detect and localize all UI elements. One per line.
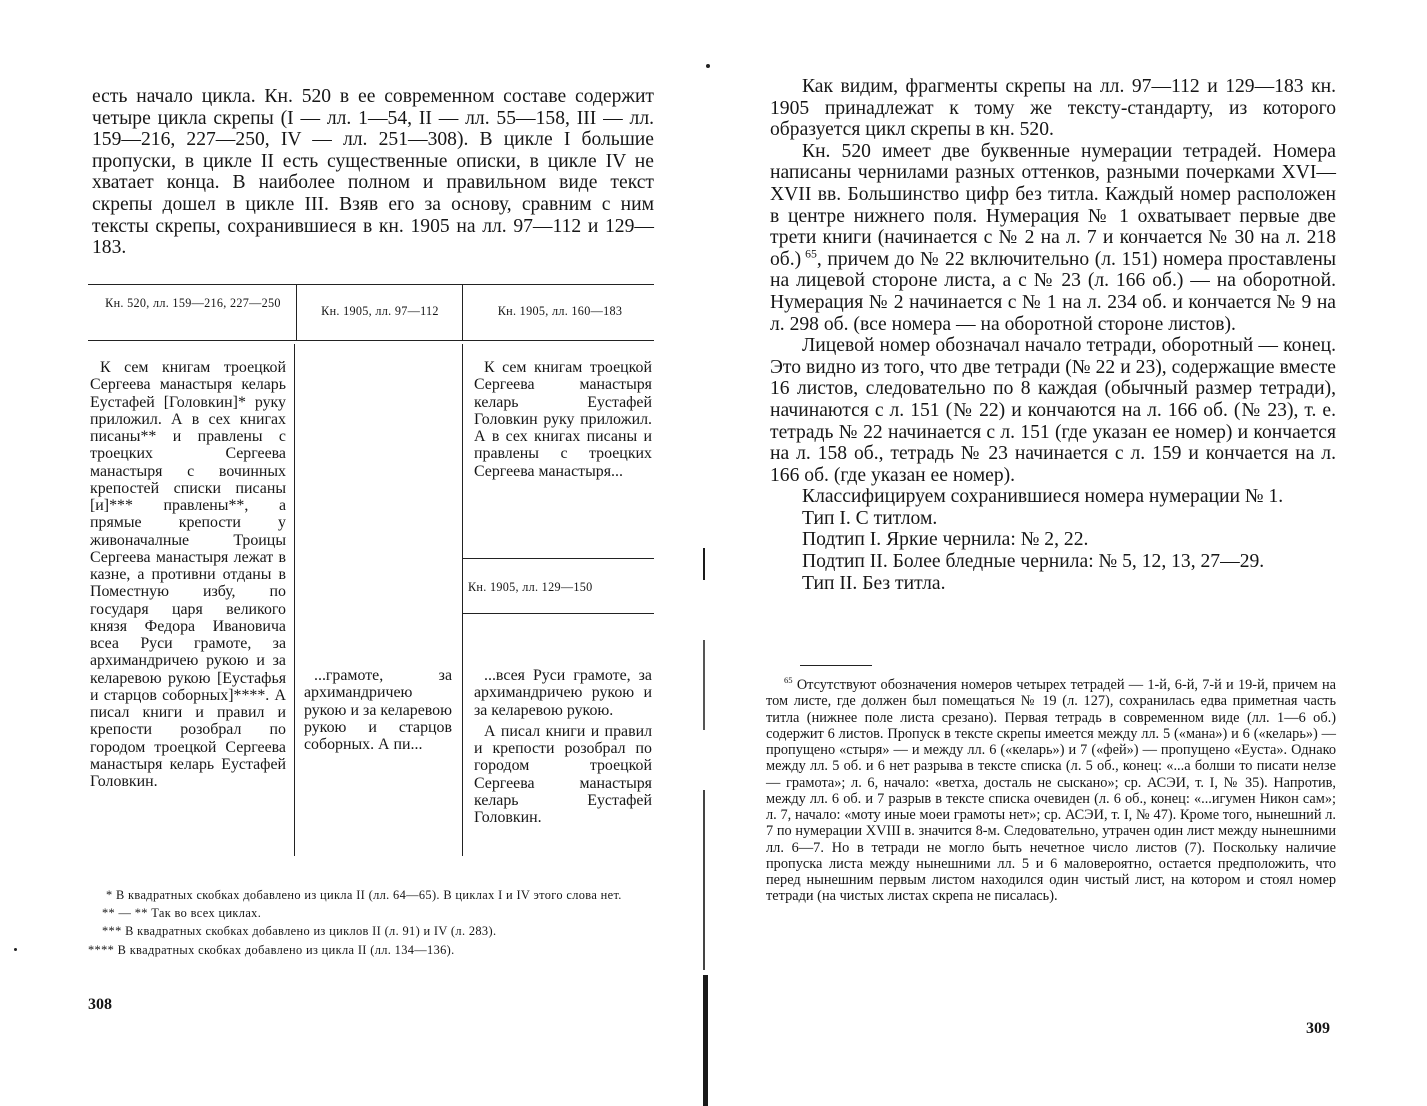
footnote-separator <box>800 665 872 666</box>
table-cell-col2: ...грамоте, за архимандричею рукою и за келаревою рукою и старцов соборных. А пи... <box>304 667 452 753</box>
classification-line: Классифицируем сохранившиеся номера нумерации № 1. <box>802 486 1284 508</box>
page-number-left: 308 <box>88 996 112 1013</box>
right-body-text <box>770 76 1336 594</box>
footnote: * В квадратных скобках добавлено из цикла II (лл. 64—65). В циклах I и IV этого слова нет. <box>106 888 622 902</box>
left-body-text <box>92 86 654 259</box>
table-header-col2: Кн. 1905, лл. 97—112 <box>321 304 439 318</box>
paragraph: Кн. 520 имеет две буквенные нумерации тетрадей. Номера написаны чернилами разных оттенков, разными почерками XVI—XVII вв. Большинство цифр без титла. Каждый номер расположен в центре нижнего поля. Нумерация № 1 охватывает первые две трети книги (начинается с № 2 на л. 7 и кончается № 30 на л. 218 об.) $^{65}$, причем до № 22 включительно (л. 151) номера проставлены на лицевой стороне листа, а с № 23 (л. 166 об.) — на оборотной. Нумерация № 2 начинается с № 1 на л. 234 об. и кончается № 9 на л. 298 об. (все номера — на оборотной стороне листов). <box>770 140 1336 335</box>
footnote: ** — ** Так во всех циклах. <box>102 906 262 921</box>
classification-line: Подтип I. Яркие чернила: № 2, 22. <box>802 529 1089 551</box>
classification-line: Тип II. Без титла. <box>802 572 946 594</box>
paragraph: Как видим, фрагменты скрепы на лл. 97—112 и 129—183 кн. 1905 принадлежат к тому же тексту-стандарту, из которого образуется цикл скрепы в кн. 520. <box>770 76 1336 141</box>
footnote: *** В квадратных скобках добавлено из циклов II (л. 91) и IV (л. 283). <box>102 924 497 939</box>
footnote-number: 65 <box>784 675 793 686</box>
body-paragraph: есть начало цикла. Кн. 520 в ее современном составе содержит четыре цикла скрепы (I — лл. 1—54, II — лл. 55—158, III — лл. 159—216, 227—250, IV — лл. 251—308). В цикле I большие пропуски, в цикле II есть существенные описки, в цикле IV не хватает конца. В наиболее полном и правильном виде текст скрепы дошел в цикле III. Взяв его за основу, сравним с ним тексты скрепы, сохранившиеся в кн. 1905 на лл. 97—112 и 129—183. <box>92 86 654 259</box>
table-subheader-col3: Кн. 1905, лл. 129—150 <box>468 580 593 594</box>
left-footnotes <box>88 886 654 959</box>
table-cell-col3-lower: ...всея Руси грамоте, за архимандричею рукою и за келаревою рукою. А писал книги и правил и крепости розобрал по городом троецкой Сергеева манастыря келарь Еустафей Головкин. <box>474 667 652 826</box>
left-page <box>0 0 700 1106</box>
parallel-text-table <box>88 284 654 874</box>
footnote: **** В квадратных скобках добавлено из цикла II (лл. 134—136). <box>88 942 455 957</box>
classification-line: Тип I. С титлом. <box>802 507 938 529</box>
table-header-col1: Кн. 520, лл. 159—216, 227—250 <box>105 296 281 310</box>
classification-line: Подтип II. Более бледные чернила: № 5, 12, 13, 27—29. <box>802 551 1265 573</box>
right-footnote: $^{65}$ Отсутствуют обозначения номеров четырех тетрадей — 1-й, 6-й, 7-й и 19-й, причем на том листе, где должен был помещаться № 19 (л. 127), сохранилась едва приметная часть титла (нижнее поле листа срезано). Первая тетрадь в современном виде (лл. 1—6 об.) содержит 6 листов. Пропуск в тексте скрепы имеется между лл. 5 («мана») и 6 («келарь») — пропущено «стыря» — и между лл. 6 («келарь») и 7 («фей») — пропущено «Еуста». Однако между лл. 5 об. и 6 нет разрыва в тексте списка (л. 5 об., конец: «...а болши то писати нелзе — грамота»; л. 6, начало: «ветха, досталь не сыскано»; ср. АСЭИ, т. I, № 35). Напротив, между лл. 6 об. и 7 разрыв в тексте списка очевиден (л. 6 об., конец: «...игумен Никон сам»; л. 7, начало: «моту иные моеи грамоты нет»; ср. АСЭИ, т. I, № 47). Кроме того, нынешний л. 7 по нумерации XVIII в. значится 8-м. Следовательно, утрачен один лист между нынешними лл. 6—7. Но в тетради не могло быть нечетное число листов (7). Поскольку наличие пропуска листа между нынешними лл. 5 и 6 маловероятно, остается предположить, что перед нынешним первым листом находился один чистый лист, на котором и стоял номер тетради (на чистых листах скрепа не писалась). <box>766 675 1336 905</box>
footnote-ref: 65 <box>805 247 817 261</box>
table-header-col3: Кн. 1905, лл. 160—183 <box>497 304 623 318</box>
page-number-right: 309 <box>1306 1020 1330 1037</box>
paragraph: Лицевой номер обозначал начало тетради, оборотный — конец. Это видно из того, что две тетради (№ 22 и 23), содержащие вместе 16 листов, следовательно по 8 каждая (обычный размер тетради), начинаются с л. 151 (№ 22) и кончаются на л. 166 об. (№ 23), т. е. тетрадь № 22 начинается с л. 151 (где указан ее номер) и кончается на л. 158 об., тетрадь № 23 начинается с л. 159 и кончается на л. 166 об. (где указан ее номер). <box>770 335 1336 486</box>
table-cell-col1: К сем книгам троецкой Сергеева манастыря келарь Еустафей [Головкин]* руку приложил. А в сех книгах писаны** и правлены с троецких Сергеева манастыря с вочинных крепостей списки писаны [и]*** правлены**, а прямые крепости у живоначалные Троицы Сергеева манастыря лежат в казне, а противни отданы в Поместную избу, по государя царя великого князя Федора Ивановича всеа Руси грамоте, за архимандричею рукою и за келаревою рукою [Еустафья и старцов соборных]****. А писал книги и правил и крепости розобрал по городом троецкой Сергеева манастыря келарь Еустафей Головкин. <box>90 359 286 790</box>
table-cell-col3-upper: К сем книгам троецкой Сергеева манастыря келарь Еустафей Головкин руку приложил. А в сех книгах писаны и правлены с троецких Сергеева манастыря... <box>474 359 652 480</box>
